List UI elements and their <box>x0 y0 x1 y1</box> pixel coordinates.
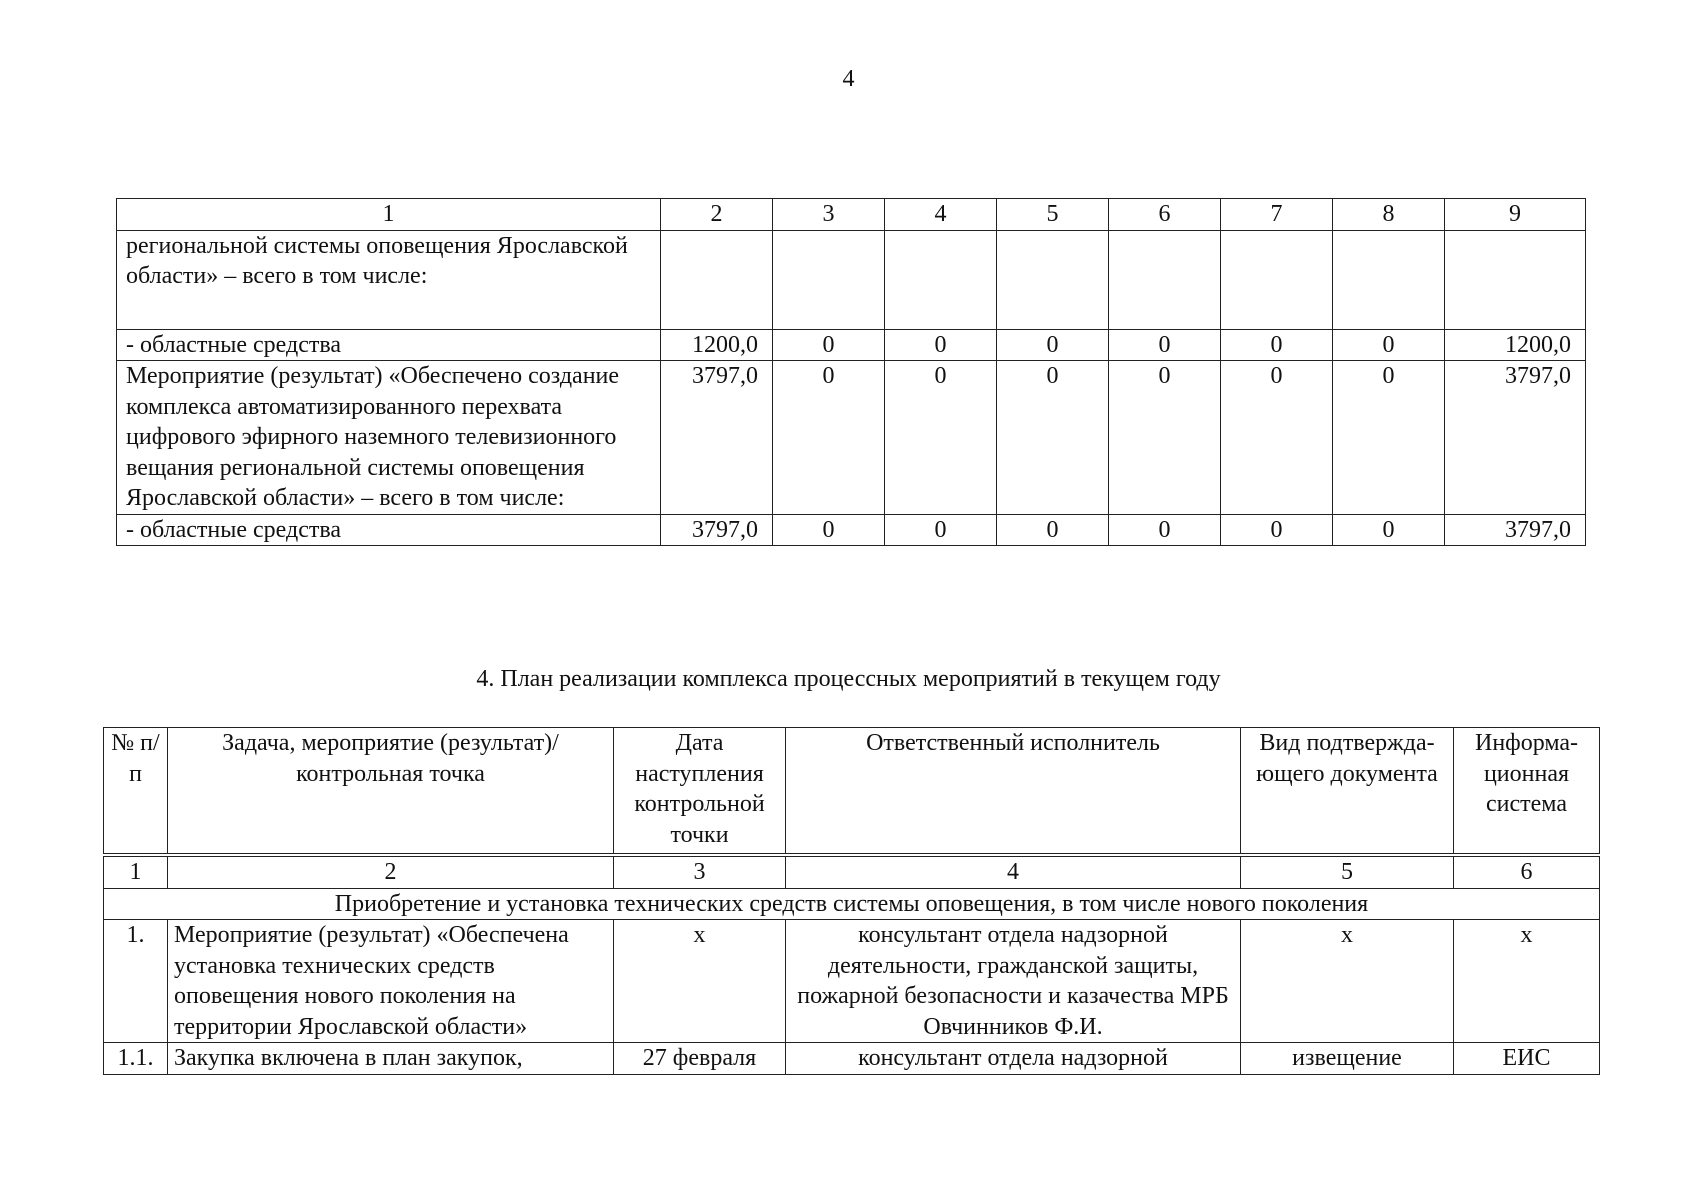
column-header: Вид подтвержда-ющего документа <box>1241 728 1454 856</box>
column-number: 5 <box>997 199 1109 231</box>
value-cell: 3797,0 <box>661 514 773 546</box>
value-cell: 1200,0 <box>1445 329 1586 361</box>
value-cell: 1200,0 <box>661 329 773 361</box>
column-header: Ответственный исполнитель <box>786 728 1241 856</box>
value-cell: 0 <box>997 514 1109 546</box>
task-cell: Мероприятие (результат) «Обеспечена установка технических средств оповещения нового поколения на территории Ярославской области» <box>168 920 614 1043</box>
finance-table <box>116 198 1586 546</box>
value-cell: 0 <box>885 361 997 515</box>
column-number: 1 <box>104 855 168 888</box>
value-cell <box>661 230 773 329</box>
row-number: 1.1. <box>104 1043 168 1075</box>
value-cell <box>773 230 885 329</box>
column-number: 4 <box>786 855 1241 888</box>
value-cell: 0 <box>1333 329 1445 361</box>
date-cell: х <box>614 920 786 1043</box>
task-cell: Закупка включена в план закупок, <box>168 1043 614 1075</box>
table-row <box>117 230 1586 329</box>
row-number: 1. <box>104 920 168 1043</box>
column-number: 2 <box>661 199 773 231</box>
value-cell <box>1445 230 1586 329</box>
value-cell <box>885 230 997 329</box>
group-title: Приобретение и установка технических средств системы оповещения, в том числе нового поколения <box>104 888 1600 920</box>
responsible-cell: консультант отдела надзорной <box>786 1043 1241 1075</box>
value-cell: 0 <box>997 361 1109 515</box>
column-number: 7 <box>1221 199 1333 231</box>
value-cell: 0 <box>1221 361 1333 515</box>
column-number: 1 <box>117 199 661 231</box>
value-cell: 0 <box>1109 514 1221 546</box>
table-row <box>117 361 1586 515</box>
plan-table <box>103 727 1600 1075</box>
table-row <box>117 329 1586 361</box>
value-cell: 0 <box>1109 361 1221 515</box>
column-header: Информа-ционная система <box>1454 728 1600 856</box>
column-number: 4 <box>885 199 997 231</box>
plan-column-numbers-row <box>104 855 1600 888</box>
column-number: 8 <box>1333 199 1445 231</box>
value-cell: 0 <box>885 329 997 361</box>
column-number: 3 <box>614 855 786 888</box>
value-cell: 0 <box>1333 514 1445 546</box>
system-cell: х <box>1454 920 1600 1043</box>
value-cell <box>1221 230 1333 329</box>
document-cell: х <box>1241 920 1454 1043</box>
column-number: 2 <box>168 855 614 888</box>
column-number: 5 <box>1241 855 1454 888</box>
page-number: 4 <box>842 66 855 92</box>
value-cell: 0 <box>1221 329 1333 361</box>
value-cell <box>997 230 1109 329</box>
value-cell: 0 <box>773 514 885 546</box>
value-cell: 0 <box>997 329 1109 361</box>
date-cell: 27 февраля <box>614 1043 786 1075</box>
row-label: - областные средства <box>117 514 661 546</box>
value-cell: 3797,0 <box>1445 361 1586 515</box>
section-title: 4. План реализации комплекса процессных мероприятий в текущем году <box>476 666 1221 692</box>
table-row <box>104 1043 1600 1075</box>
column-header: № п/п <box>104 728 168 856</box>
column-number: 9 <box>1445 199 1586 231</box>
value-cell: 0 <box>1333 361 1445 515</box>
system-cell: ЕИС <box>1454 1043 1600 1075</box>
group-row <box>104 888 1600 920</box>
table-row <box>104 920 1600 1043</box>
column-header: Задача, мероприятие (результат)/контрольная точка <box>168 728 614 856</box>
finance-column-numbers-row <box>117 199 1586 231</box>
value-cell <box>1109 230 1221 329</box>
value-cell <box>1333 230 1445 329</box>
value-cell: 0 <box>773 361 885 515</box>
table-row <box>117 514 1586 546</box>
document-cell: извещение <box>1241 1043 1454 1075</box>
value-cell: 0 <box>885 514 997 546</box>
column-number: 3 <box>773 199 885 231</box>
responsible-cell: консультант отдела надзорной деятельности, гражданской защиты, пожарной безопасности и казачества МРБ Овчинников Ф.И. <box>786 920 1241 1043</box>
value-cell: 3797,0 <box>661 361 773 515</box>
plan-header-row <box>104 728 1600 856</box>
value-cell: 0 <box>1109 329 1221 361</box>
column-header: Дата наступления контрольной точки <box>614 728 786 856</box>
row-label: Мероприятие (результат) «Обеспечено создание комплекса автоматизированного перехвата цифрового эфирного наземного телевизионного вещания региональной системы оповещения Ярославской области» – всего в том числе: <box>117 361 661 515</box>
column-number: 6 <box>1109 199 1221 231</box>
row-label: - областные средства <box>117 329 661 361</box>
row-label: региональной системы оповещения Ярославской области» – всего в том числе: <box>117 230 661 329</box>
value-cell: 3797,0 <box>1445 514 1586 546</box>
value-cell: 0 <box>773 329 885 361</box>
value-cell: 0 <box>1221 514 1333 546</box>
column-number: 6 <box>1454 855 1600 888</box>
